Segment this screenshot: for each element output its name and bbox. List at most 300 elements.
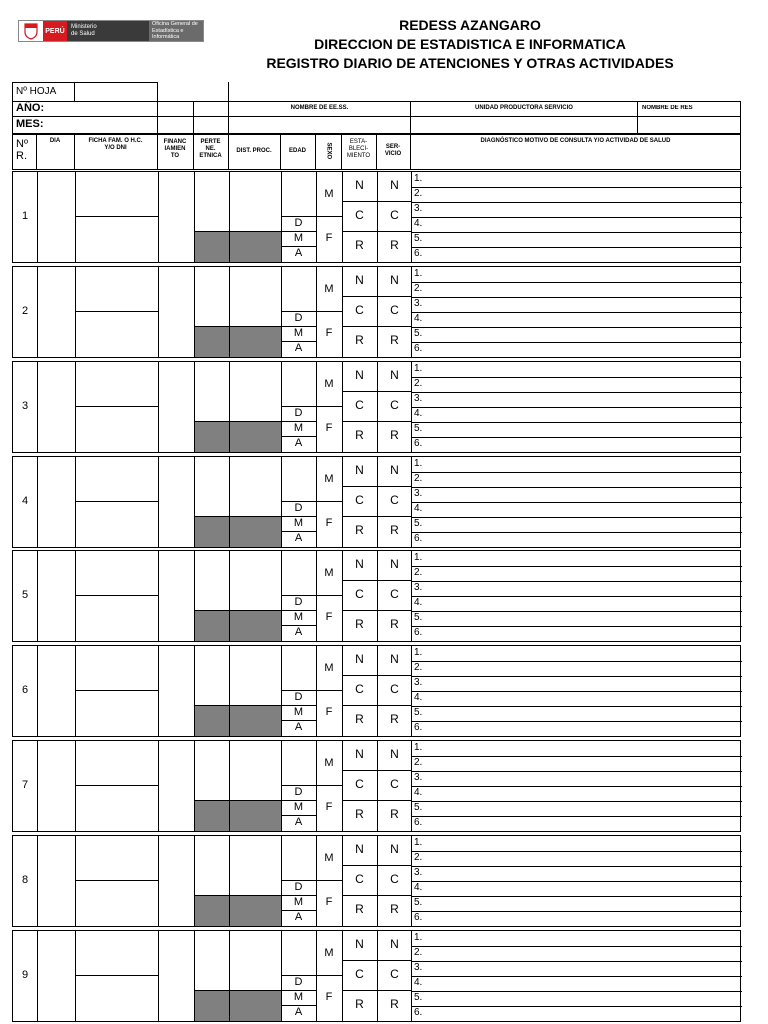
diag-split (411, 532, 742, 533)
record-number: 7 (22, 779, 29, 791)
dist-shaded (230, 422, 281, 452)
col-sep (37, 646, 38, 736)
ncr-split (342, 610, 411, 611)
ncr-split (342, 705, 411, 706)
diag-line[interactable]: 1. (414, 647, 423, 658)
edad-m[interactable]: M (293, 517, 304, 529)
col-sep (75, 362, 76, 452)
minsa-logo (18, 20, 204, 42)
esta-c[interactable]: C (355, 587, 364, 601)
edad-m[interactable]: M (293, 422, 304, 434)
sexo-m[interactable]: M (324, 188, 334, 200)
diag-line[interactable]: 1. (414, 173, 423, 184)
serv-n[interactable]: N (390, 652, 399, 666)
sexo-m[interactable]: M (324, 378, 334, 390)
ficha-split (75, 501, 158, 502)
ncr-split (342, 201, 411, 202)
esta-n[interactable]: N (355, 463, 364, 477)
serv-n[interactable]: N (390, 273, 399, 287)
esta-r[interactable]: R (355, 333, 364, 347)
shade-top (194, 516, 281, 517)
unidad-input[interactable] (410, 116, 638, 134)
edad-m[interactable]: M (293, 801, 304, 813)
sexo-split (316, 690, 342, 691)
dist-shaded (230, 232, 281, 262)
col-nr: Nº R. (16, 138, 28, 162)
diag-line[interactable]: 5. (414, 992, 423, 1003)
edad-m[interactable]: M (293, 232, 304, 244)
sexo-m[interactable]: M (324, 567, 334, 579)
record-block (12, 266, 741, 358)
edad-d[interactable]: D (294, 502, 303, 514)
esta-r[interactable]: R (355, 997, 364, 1011)
diag-split (411, 566, 742, 567)
sexo-split (316, 785, 342, 786)
col-financ: FINANC IAMIEN TO (163, 139, 187, 159)
serv-n[interactable]: N (390, 842, 399, 856)
col-sep (316, 267, 317, 357)
diag-line[interactable]: 6. (414, 1007, 423, 1018)
sexo-f[interactable]: F (325, 611, 333, 623)
diag-split (411, 866, 742, 867)
col-sep (316, 457, 317, 547)
col-sep (37, 457, 38, 547)
esta-n[interactable]: N (355, 368, 364, 382)
serv-c[interactable]: C (390, 682, 399, 696)
col-sep (75, 172, 76, 262)
esta-c[interactable]: C (355, 303, 364, 317)
diag-line[interactable]: 4. (414, 597, 423, 608)
diag-line[interactable]: 4. (414, 218, 423, 229)
esta-n[interactable]: N (355, 273, 364, 287)
diag-line[interactable]: 4. (414, 787, 423, 798)
serv-c[interactable]: C (390, 208, 399, 222)
col-sep (37, 172, 38, 262)
esta-c[interactable]: C (355, 398, 364, 412)
sexo-m[interactable]: M (324, 757, 334, 769)
record-block (12, 456, 741, 548)
mes-input-2[interactable] (193, 116, 229, 134)
perte-shaded (195, 327, 229, 357)
serv-n[interactable]: N (390, 178, 399, 192)
serv-c[interactable]: C (390, 398, 399, 412)
edad-a[interactable]: A (294, 626, 303, 638)
sexo-f[interactable]: F (325, 991, 333, 1003)
col-dia: DIA (49, 138, 61, 144)
record-block (12, 361, 741, 453)
diag-split (411, 771, 742, 772)
diag-line[interactable]: 1. (414, 742, 423, 753)
diag-line[interactable]: 3. (414, 393, 423, 404)
diag-line[interactable]: 1. (414, 458, 423, 469)
edad-a[interactable]: A (294, 1006, 303, 1018)
diag-split (411, 437, 742, 438)
diag-split (411, 312, 742, 313)
perte-shaded (195, 801, 229, 831)
col-esta: ESTA- BLECI- MIENTO (346, 139, 371, 159)
esta-c[interactable]: C (355, 872, 364, 886)
serv-r[interactable]: R (390, 807, 399, 821)
col-sep (316, 741, 317, 831)
edad-m[interactable]: M (293, 896, 304, 908)
col-sep (75, 836, 76, 926)
diag-split (411, 342, 742, 343)
esta-r[interactable]: R (355, 238, 364, 252)
serv-r[interactable]: R (390, 902, 399, 916)
shade-top (194, 990, 281, 991)
edad-d[interactable]: D (294, 881, 303, 893)
col-sep (158, 741, 159, 831)
diag-split (411, 1006, 742, 1007)
diag-split (411, 217, 742, 218)
diag-split (411, 976, 742, 977)
sexo-m[interactable]: M (324, 283, 334, 295)
col-sep (75, 267, 76, 357)
col-sep (158, 457, 159, 547)
ano-input-2[interactable] (193, 101, 229, 117)
esta-r[interactable]: R (355, 807, 364, 821)
diag-line[interactable]: 1. (414, 932, 423, 943)
shade-top (194, 610, 281, 611)
sexo-split (316, 406, 342, 407)
diag-line[interactable]: 6. (414, 627, 423, 638)
diag-line[interactable]: 6. (414, 722, 423, 733)
edad-a[interactable]: A (294, 532, 303, 544)
diag-line[interactable]: 5. (414, 612, 423, 623)
edad-a[interactable]: A (294, 911, 303, 923)
hoja-input[interactable] (74, 82, 158, 102)
col-sep (315, 134, 316, 170)
col-sep (75, 457, 76, 547)
esta-r[interactable]: R (355, 617, 364, 631)
edad-d[interactable]: D (294, 691, 303, 703)
sexo-m[interactable]: M (324, 852, 334, 864)
serv-n[interactable]: N (390, 368, 399, 382)
ncr-split (342, 231, 411, 232)
diag-line[interactable]: 6. (414, 343, 423, 354)
esta-r[interactable]: R (355, 428, 364, 442)
sexo-f[interactable]: F (325, 232, 333, 244)
diag-line[interactable]: 4. (414, 977, 423, 988)
sexo-f[interactable]: F (325, 327, 333, 339)
serv-c[interactable]: C (390, 493, 399, 507)
diag-line[interactable]: 4. (414, 503, 423, 514)
diag-split (411, 851, 742, 852)
edad-a[interactable]: A (294, 721, 303, 733)
diag-line[interactable]: 1. (414, 268, 423, 279)
esta-n[interactable]: N (355, 652, 364, 666)
ncr-split (342, 675, 411, 676)
esta-c[interactable]: C (355, 967, 364, 981)
diag-line[interactable]: 3. (414, 677, 423, 688)
serv-r[interactable]: R (390, 333, 399, 347)
col-sep (158, 931, 159, 1021)
serv-n[interactable]: N (390, 463, 399, 477)
edad-a[interactable]: A (294, 816, 303, 828)
col-sep (75, 646, 76, 736)
ficha-split (75, 975, 158, 976)
ministry-label: Ministerio de Salud (67, 21, 149, 41)
esta-r[interactable]: R (355, 712, 364, 726)
peru-label: PERÚ (43, 21, 67, 41)
edad-d[interactable]: D (294, 312, 303, 324)
ficha-split (75, 880, 158, 881)
diag-split (411, 472, 742, 473)
col-sep (37, 741, 38, 831)
dist-shaded (230, 896, 281, 926)
col-perte: PERTE NE. ETNICA (199, 139, 222, 159)
eess-input[interactable] (228, 116, 411, 134)
serv-c[interactable]: C (390, 777, 399, 791)
perte-shaded (195, 232, 229, 262)
diag-line[interactable]: 5. (414, 802, 423, 813)
edad-d[interactable]: D (294, 976, 303, 988)
edad-m[interactable]: M (293, 991, 304, 1003)
perte-shaded (195, 991, 229, 1021)
sexo-f[interactable]: F (325, 896, 333, 908)
serv-n[interactable]: N (390, 937, 399, 951)
ncr-split (342, 580, 411, 581)
diag-line[interactable]: 4. (414, 408, 423, 419)
diag-line[interactable]: 3. (414, 867, 423, 878)
diag-split (411, 676, 742, 677)
serv-r[interactable]: R (390, 428, 399, 442)
ncr-split (342, 990, 411, 991)
diag-split (411, 596, 742, 597)
ncr-split (342, 770, 411, 771)
office-label: Oficina General de Estadística e Informática (149, 21, 203, 41)
peru-shield-icon (19, 21, 43, 41)
ficha-split (75, 311, 158, 312)
sexo-split (316, 880, 342, 881)
edad-m[interactable]: M (293, 327, 304, 339)
diag-split (411, 756, 742, 757)
serv-c[interactable]: C (390, 587, 399, 601)
form-header (12, 82, 741, 170)
diag-split (411, 377, 742, 378)
esta-c[interactable]: C (355, 682, 364, 696)
serv-r[interactable]: R (390, 712, 399, 726)
sexo-f[interactable]: F (325, 801, 333, 813)
serv-r[interactable]: R (390, 997, 399, 1011)
ncr-split (342, 516, 411, 517)
title-line-3: REGISTRO DIARIO DE ATENCIONES Y OTRAS ACTIVIDADES (266, 55, 674, 71)
diag-line[interactable]: 6. (414, 912, 423, 923)
col-sep (316, 172, 317, 262)
diag-line[interactable]: 1. (414, 837, 423, 848)
esta-c[interactable]: C (355, 777, 364, 791)
sexo-f[interactable]: F (325, 706, 333, 718)
serv-c[interactable]: C (390, 967, 399, 981)
edad-a[interactable]: A (294, 437, 303, 449)
sexo-split (316, 975, 342, 976)
col-sep (158, 836, 159, 926)
shade-top (194, 421, 281, 422)
diag-line[interactable]: 2. (414, 473, 423, 484)
diag-line[interactable]: 3. (414, 962, 423, 973)
diag-split (411, 991, 742, 992)
record-number: 8 (22, 874, 29, 886)
perte-shaded (195, 611, 229, 641)
col-sep (316, 362, 317, 452)
dist-shaded (230, 517, 281, 547)
diag-line[interactable]: 5. (414, 233, 423, 244)
edad-d[interactable]: D (294, 407, 303, 419)
ficha-split (75, 785, 158, 786)
col-sep (316, 836, 317, 926)
perte-shaded (195, 422, 229, 452)
diag-line[interactable]: 2. (414, 188, 423, 199)
ficha-split (75, 690, 158, 691)
col-serv: SER- VICIO (384, 144, 402, 157)
serv-c[interactable]: C (390, 303, 399, 317)
col-diag: DIAGNÓSTICO MOTIVO DE CONSULTA Y/O ACTIVIDAD DE SALUD (480, 138, 671, 144)
record-block (12, 930, 741, 1022)
diag-line[interactable]: 2. (414, 283, 423, 294)
esta-n[interactable]: N (355, 557, 364, 571)
diag-line[interactable]: 1. (414, 363, 423, 374)
diag-line[interactable]: 6. (414, 438, 423, 449)
sexo-m[interactable]: M (324, 662, 334, 674)
diag-split (411, 581, 742, 582)
esta-r[interactable]: R (355, 902, 364, 916)
serv-n[interactable]: N (390, 747, 399, 761)
edad-d[interactable]: D (294, 217, 303, 229)
edad-a[interactable]: A (294, 247, 303, 259)
col-sep (37, 551, 38, 641)
sexo-f[interactable]: F (325, 517, 333, 529)
col-sep (316, 931, 317, 1021)
mes-input-1[interactable] (157, 116, 194, 134)
edad-d[interactable]: D (294, 596, 303, 608)
title-line-2: DIRECCION DE ESTADISTICA E INFORMATICA (314, 36, 626, 52)
ficha-split (75, 595, 158, 596)
diag-line[interactable]: 5. (414, 423, 423, 434)
col-sep (158, 267, 159, 357)
dist-shaded (230, 706, 281, 736)
ncr-split (342, 800, 411, 801)
diag-line[interactable]: 4. (414, 313, 423, 324)
diag-line[interactable]: 5. (414, 897, 423, 908)
col-sexo: SEXO (325, 142, 332, 160)
diag-split (411, 327, 742, 328)
diag-line[interactable]: 6. (414, 533, 423, 544)
serv-r[interactable]: R (390, 617, 399, 631)
serv-n[interactable]: N (390, 557, 399, 571)
record-block (12, 835, 741, 927)
esta-n[interactable]: N (355, 842, 364, 856)
diag-line[interactable]: 5. (414, 518, 423, 529)
header-divider (228, 82, 229, 102)
edad-a[interactable]: A (294, 342, 303, 354)
diag-split (411, 691, 742, 692)
diag-split (411, 297, 742, 298)
diag-line[interactable]: 5. (414, 328, 423, 339)
col-sep (75, 741, 76, 831)
diag-line[interactable]: 2. (414, 567, 423, 578)
diag-line[interactable]: 4. (414, 882, 423, 893)
col-ficha: FICHA FAM. O H.C. Y/O DNI (88, 138, 143, 151)
ficha-split (75, 406, 158, 407)
serv-r[interactable]: R (390, 523, 399, 537)
serv-c[interactable]: C (390, 872, 399, 886)
diag-line[interactable]: 2. (414, 378, 423, 389)
diag-line[interactable]: 6. (414, 817, 423, 828)
res-input[interactable] (637, 116, 741, 134)
diag-line[interactable]: 3. (414, 488, 423, 499)
shade-top (194, 231, 281, 232)
col-sep (158, 172, 159, 262)
esta-n[interactable]: N (355, 747, 364, 761)
diag-split (411, 502, 742, 503)
esta-n[interactable]: N (355, 937, 364, 951)
diag-line[interactable]: 3. (414, 203, 423, 214)
record-number: 5 (22, 589, 29, 601)
col-sep (316, 551, 317, 641)
shade-top (194, 895, 281, 896)
diag-split (411, 881, 742, 882)
diag-split (411, 422, 742, 423)
ano-input-1[interactable] (157, 101, 194, 117)
record-number: 3 (22, 400, 29, 412)
sexo-split (316, 501, 342, 502)
sexo-m[interactable]: M (324, 947, 334, 959)
diag-line[interactable]: 3. (414, 772, 423, 783)
diag-split (411, 247, 742, 248)
diag-split (411, 517, 742, 518)
edad-d[interactable]: D (294, 786, 303, 798)
diag-line[interactable]: 2. (414, 947, 423, 958)
diag-split (411, 282, 742, 283)
sexo-f[interactable]: F (325, 422, 333, 434)
shade-top (194, 705, 281, 706)
sexo-split (316, 216, 342, 217)
nombre-eess-label: NOMBRE DE EE.SS. (290, 105, 349, 111)
ncr-split (342, 895, 411, 896)
esta-c[interactable]: C (355, 493, 364, 507)
diag-line[interactable]: 2. (414, 852, 423, 863)
diag-line[interactable]: 6. (414, 248, 423, 259)
col-sep (75, 931, 76, 1021)
diag-line[interactable]: 3. (414, 298, 423, 309)
sexo-m[interactable]: M (324, 473, 334, 485)
perte-shaded (195, 517, 229, 547)
diag-line[interactable]: 1. (414, 552, 423, 563)
serv-r[interactable]: R (390, 238, 399, 252)
diag-line[interactable]: 2. (414, 662, 423, 673)
col-sep (37, 931, 38, 1021)
esta-r[interactable]: R (355, 523, 364, 537)
diag-split (411, 801, 742, 802)
esta-c[interactable]: C (355, 208, 364, 222)
ncr-split (342, 421, 411, 422)
diag-split (411, 187, 742, 188)
edad-m[interactable]: M (293, 611, 304, 623)
col-sep (37, 362, 38, 452)
esta-n[interactable]: N (355, 178, 364, 192)
ncr-split (342, 296, 411, 297)
record-number: 4 (22, 495, 29, 507)
diag-line[interactable]: 3. (414, 582, 423, 593)
record-block (12, 550, 741, 642)
diag-split (411, 487, 742, 488)
diag-line[interactable]: 4. (414, 692, 423, 703)
edad-m[interactable]: M (293, 706, 304, 718)
diag-line[interactable]: 5. (414, 707, 423, 718)
dist-shaded (230, 327, 281, 357)
diag-split (411, 661, 742, 662)
diag-line[interactable]: 2. (414, 757, 423, 768)
